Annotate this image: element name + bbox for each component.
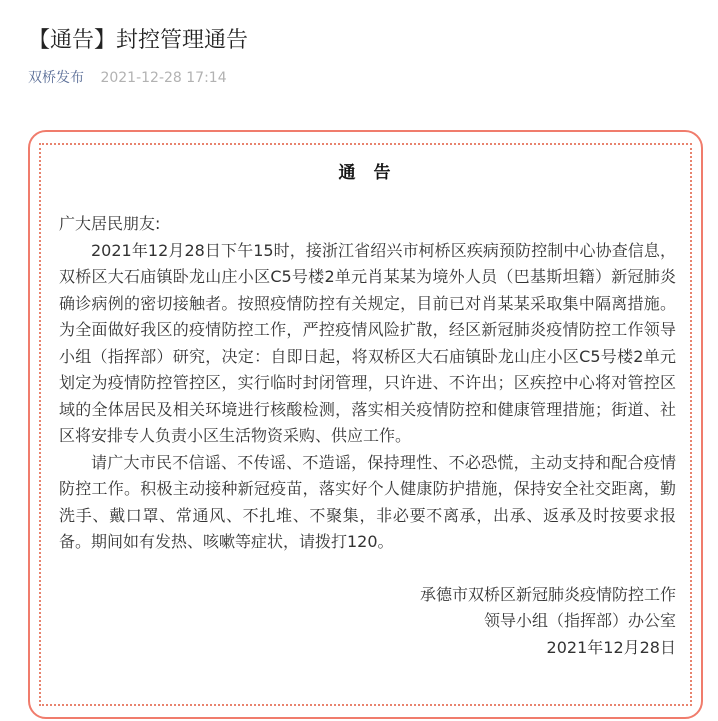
notice-body bbox=[59, 211, 676, 556]
article-title: 【通告】封控管理通告 bbox=[28, 28, 249, 53]
notice-greeting: 广大居民朋友: bbox=[59, 214, 161, 233]
signature-date: 2021年12月28日 bbox=[546, 637, 676, 657]
article-meta bbox=[28, 68, 227, 88]
signature-org-line-2: 领导小组（指挥部）办公室 bbox=[483, 611, 676, 630]
publish-time: 2021-12-28 17:14 bbox=[100, 70, 227, 86]
notice-frame bbox=[28, 130, 703, 719]
notice-paragraph-2: 请广大市民不信谣、不传谣、不造谣，保持理性、不必恐慌，主动支持和配合疫情防控工作。积极主动接种新冠疫苗，落实好个人健康防护措施，保持安全社交距离，勤洗手、戴口罩、常通风、不扎堆、不聚集，非必要不离承，出承、返承及时按要求报备。期间如有发热、咳嗽等症状，请拨打120。 bbox=[59, 452, 676, 551]
notice-inner-frame bbox=[39, 143, 692, 706]
notice-heading: 通 告 bbox=[338, 163, 397, 183]
notice-paragraph-1: 2021年12月28日下午15时，接浙江省绍兴市柯桥区疾病预防控制中心协查信息，双桥区大石庙镇卧龙山庄小区C5号楼2单元肖某某为境外人员（巴基斯坦籍）新冠肺炎确诊病例的密切接触者。按照疫情防控有关规定，目前已对肖某某采取集中隔离措施。为全面做好我区的疫情防控工作，严控疫情风险扩散，经区新冠肺炎疫情防控工作领导小组（指挥部）研究，决定：自即日起，将双桥区大石庙镇卧龙山庄小区C5号楼2单元划定为疫情防控管控区，实行临时封闭管理，只许进、不许出；区疾控中心将对管控区域的全体居民及相关环境进行核酸检测，落实相关疫情防控和健康管理措施；街道、社区将安排专人负责小区生活物资采购、供应工作。 bbox=[59, 240, 676, 445]
signature-org-line-1: 承德市双桥区新冠肺炎疫情防控工作 bbox=[419, 584, 676, 604]
notice-signature bbox=[59, 582, 676, 662]
source-link[interactable]: 双桥发布 bbox=[28, 70, 84, 86]
